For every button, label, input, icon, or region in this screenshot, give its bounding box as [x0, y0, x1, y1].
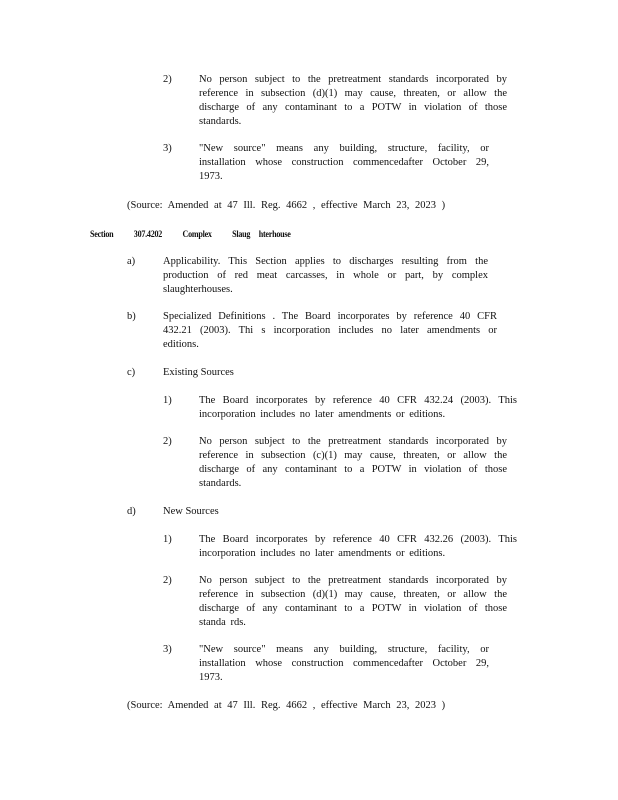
section-word: Section [90, 230, 114, 240]
section-title-part: Slaug [232, 230, 251, 240]
section-number: 307.4202 [133, 230, 163, 240]
item-number: 2) [163, 74, 172, 85]
item-text: The Board incorporates by reference 40 CFR 432.26 (2003). This incorporation includes no later amendments or editions. [199, 534, 517, 559]
item-number: 1) [163, 395, 172, 406]
item-number: 3) [163, 143, 172, 154]
subsection-letter: c) [127, 367, 136, 378]
item-text: No person subject to the pretreatment standards incorporated by reference in subsection (d)(1) may cause, threaten, or allow the discharge of any contaminant to a POTW in violation of those standards. [199, 74, 507, 127]
item-number: 3) [163, 644, 172, 655]
subsection-text: Specialized Definitions . The Board incorporates by reference 40 CFR 432.21 (2003). Thi s incorporation includes no later amendments or editions. [163, 311, 497, 350]
item-text: "New source" means any building, structure, facility, or installation whose construction commencedafter October 29, 1973. [199, 644, 489, 683]
item-number: 2) [163, 436, 172, 447]
subsection-title: Existing Sources [163, 367, 234, 378]
section-title-part: hterhouse [258, 230, 291, 240]
subsection-letter: b) [127, 311, 136, 322]
item-number: 1) [163, 534, 172, 545]
subsection-letter: a) [127, 256, 136, 267]
item-number: 2) [163, 575, 172, 586]
item-text: The Board incorporates by reference 40 CFR 432.24 (2003). This incorporation includes no later amendments or editions. [199, 395, 517, 420]
source-note: (Source: Amended at 47 Ill. Reg. 4662 , effective March 23, 2023 ) [127, 700, 446, 711]
subsection-letter: d) [127, 506, 136, 517]
item-text: "New source" means any building, structure, facility, or installation whose construction commencedafter October 29, 1973. [199, 143, 489, 182]
source-note: (Source: Amended at 47 Ill. Reg. 4662 , effective March 23, 2023 ) [127, 200, 446, 211]
section-heading [90, 228, 294, 242]
subsection-text: Applicability. This Section applies to discharges resulting from the production of red meat carcasses, in whole or part, by complex slaughterhouses. [163, 256, 488, 295]
subsection-title: New Sources [163, 506, 219, 517]
item-text: No person subject to the pretreatment standards incorporated by reference in subsection (c)(1) may cause, threaten, or allow the discharge of any contaminant to a POTW in violation of those standards. [199, 436, 507, 489]
section-title-part: Complex [182, 230, 212, 240]
item-text: No person subject to the pretreatment standards incorporated by reference in subsection (d)(1) may cause, threaten, or allow the discharge of any contaminant to a POTW in violation of those standa rds. [199, 575, 507, 628]
